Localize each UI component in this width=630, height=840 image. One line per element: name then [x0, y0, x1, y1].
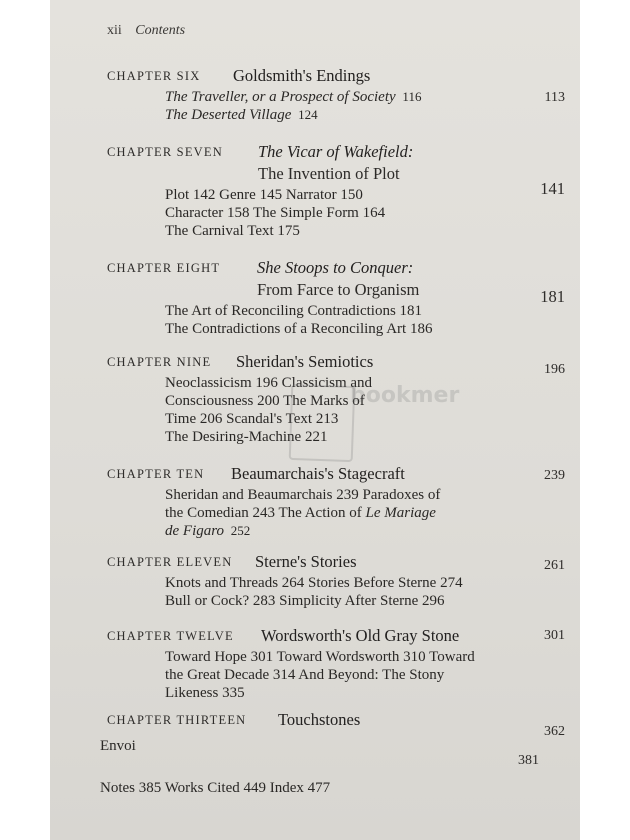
chapter-seven	[105, 142, 565, 240]
chapter-subtitle: From Farce to Organism	[257, 280, 420, 299]
chapter-ten	[105, 464, 565, 540]
toc-entry: Neoclassicism 196 Classicism and	[165, 375, 373, 391]
chapter-label: CHAPTER SEVEN	[107, 145, 223, 159]
watermark-logo	[289, 384, 356, 462]
toc-entry: Bull or Cock? 283 Simplicity After Sterne 296	[165, 593, 445, 609]
chapter-title: Beaumarchais's Stagecraft	[231, 464, 405, 483]
header-page-number: xii	[107, 23, 122, 38]
chapter-label: CHAPTER NINE	[107, 355, 212, 369]
toc-entry: the Comedian 243 The Action of Le Mariage	[165, 505, 436, 521]
chapter-title: She Stoops to Conquer:	[257, 258, 414, 277]
chapter-eight	[105, 258, 565, 338]
toc-entry: Knots and Threads 264 Stories Before Sterne 274	[165, 575, 463, 591]
chapter-title: Wordsworth's Old Gray Stone	[261, 626, 460, 645]
toc-entry: The Deserted Village 124	[165, 107, 318, 123]
header-title: Contents	[135, 23, 186, 38]
toc-entry: de Figaro 252	[165, 523, 251, 539]
chapter-label: CHAPTER THIRTEEN	[107, 713, 247, 727]
chapter-label: CHAPTER TEN	[107, 467, 205, 481]
chapter-label: CHAPTER TWELVE	[107, 629, 234, 643]
chapter-twelve	[105, 626, 565, 702]
chapter-title: Sterne's Stories	[255, 552, 357, 571]
toc-entry: The Contradictions of a Reconciling Art 186	[165, 321, 433, 337]
toc-entry: Toward Hope 301 Toward Wordsworth 310 Toward	[165, 649, 475, 665]
chapter-page: 362	[544, 724, 565, 739]
toc-entry: Likeness 335	[165, 685, 245, 701]
chapter-page: 301	[544, 628, 565, 643]
watermark-text: bookmer	[350, 383, 460, 408]
chapter-title: Sheridan's Semiotics	[236, 352, 374, 371]
chapter-label: CHAPTER EIGHT	[107, 261, 221, 275]
toc-entry: The Carnival Text 175	[165, 223, 300, 239]
chapter-subtitle: The Invention of Plot	[258, 164, 400, 183]
toc-entry: The Desiring-Machine 221	[165, 429, 328, 445]
chapter-page: 141	[540, 179, 565, 198]
chapter-thirteen	[105, 710, 565, 739]
back-matter: Notes 385 Works Cited 449 Index 477	[100, 780, 331, 796]
toc-entry: Character 158 The Simple Form 164	[165, 205, 386, 221]
book-page	[50, 0, 580, 840]
toc-entry: Consciousness 200 The Marks of	[165, 393, 365, 409]
toc-entry: the Great Decade 314 And Beyond: The Stony	[165, 667, 445, 683]
chapter-six	[105, 66, 565, 124]
chapter-eleven	[105, 552, 565, 610]
toc-entry: Time 206 Scandal's Text 213	[165, 411, 339, 427]
chapter-label: CHAPTER SIX	[107, 69, 201, 83]
chapter-title: Goldsmith's Endings	[233, 66, 371, 85]
chapter-page: 113	[544, 90, 565, 105]
chapter-page: 261	[544, 558, 565, 573]
chapter-label: CHAPTER ELEVEN	[107, 555, 233, 569]
chapter-title: The Vicar of Wakefield:	[258, 142, 414, 161]
chapter-page: 181	[540, 287, 565, 306]
chapter-page: 196	[544, 362, 565, 377]
envoi-label: Envoi	[100, 738, 136, 754]
chapter-page: 239	[544, 468, 565, 483]
running-header	[107, 23, 185, 39]
toc-entry: The Art of Reconciling Contradictions 181	[165, 303, 423, 319]
toc-entry: The Traveller, or a Prospect of Society 116	[165, 89, 422, 105]
envoi-page: 381	[518, 753, 539, 768]
chapter-title: Touchstones	[278, 710, 361, 729]
toc-entry: Sheridan and Beaumarchais 239 Paradoxes of	[165, 487, 441, 503]
toc-entry: Plot 142 Genre 145 Narrator 150	[165, 187, 363, 203]
